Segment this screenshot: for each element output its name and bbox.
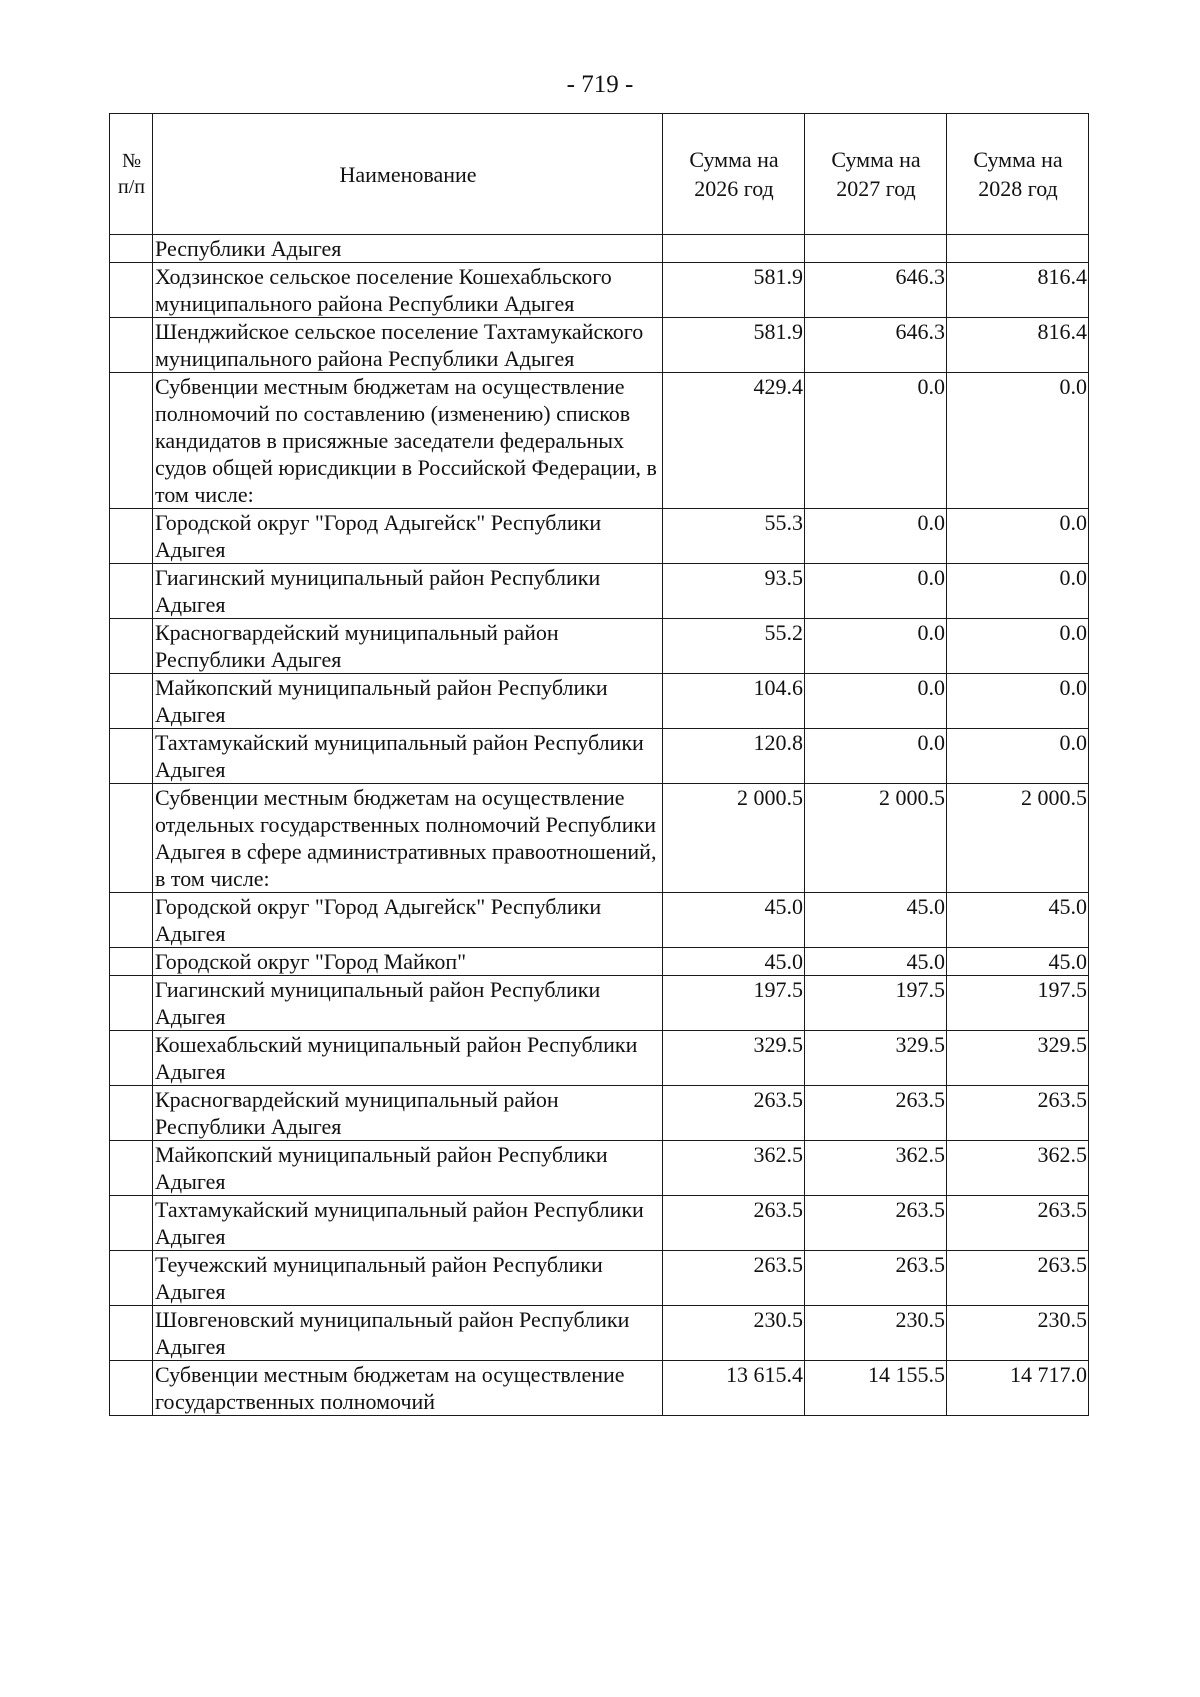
row-number-cell [110,1196,153,1251]
sum-2028-cell: 0.0 [947,509,1089,564]
table-row [110,976,1089,1031]
table-row [110,1251,1089,1306]
row-name-cell: Ходзинское сельское поселение Кошехабльского муниципального района Республики Адыгея [153,263,663,318]
sum-2026-cell: 581.9 [663,263,805,318]
table-row [110,1141,1089,1196]
sum-2026-cell: 45.0 [663,893,805,948]
header-row [110,114,1089,235]
sum-2027-cell: 0.0 [805,509,947,564]
sum-2027-cell: 0.0 [805,564,947,619]
table-row [110,235,1089,263]
table-row [110,318,1089,373]
header-number [110,114,153,235]
row-name-cell: Городской округ "Город Майкоп" [153,948,663,976]
sum-2028-cell: 816.4 [947,263,1089,318]
sum-2028-cell: 197.5 [947,976,1089,1031]
row-number-cell [110,784,153,893]
table-row [110,263,1089,318]
sum-2026-cell: 263.5 [663,1086,805,1141]
table-row [110,509,1089,564]
sum-2028-cell: 0.0 [947,619,1089,674]
row-name-cell: Шенджийское сельское поселение Тахтамукайского муниципального района Республики Адыгея [153,318,663,373]
sum-2027-cell: 329.5 [805,1031,947,1086]
row-name-cell: Субвенции местным бюджетам на осуществление государственных полномочий [153,1361,663,1416]
sum-2028-cell: 329.5 [947,1031,1089,1086]
sum-2026-cell: 45.0 [663,948,805,976]
header-sum-2027 [805,114,947,235]
header-sum-2028 [947,114,1089,235]
sum-2026-cell: 13 615.4 [663,1361,805,1416]
sum-2027-cell: 0.0 [805,373,947,509]
row-number-cell [110,509,153,564]
sum-2027-cell: 646.3 [805,263,947,318]
sum-2028-cell: 0.0 [947,674,1089,729]
row-name-cell: Красногвардейский муниципальный район Республики Адыгея [153,619,663,674]
row-number-cell [110,976,153,1031]
sum-2027-cell: 263.5 [805,1251,947,1306]
sum-2026-cell: 263.5 [663,1251,805,1306]
row-name-cell: Городской округ "Город Адыгейск" Республики Адыгея [153,509,663,564]
table-row [110,1361,1089,1416]
table-row [110,619,1089,674]
sum-2026-cell: 263.5 [663,1196,805,1251]
sum-2027-cell: 14 155.5 [805,1361,947,1416]
row-number-cell [110,729,153,784]
sum-2026-cell: 2 000.5 [663,784,805,893]
sum-2028-cell: 263.5 [947,1251,1089,1306]
sum-2026-cell: 120.8 [663,729,805,784]
sum-2026-cell: 429.4 [663,373,805,509]
sum-2027-cell: 0.0 [805,619,947,674]
row-number-cell [110,263,153,318]
table-row [110,1086,1089,1141]
sum-2028-cell: 230.5 [947,1306,1089,1361]
sum-2028-cell: 45.0 [947,893,1089,948]
sum-2026-cell: 55.2 [663,619,805,674]
row-name-cell: Республики Адыгея [153,235,663,263]
table-row [110,784,1089,893]
table-row [110,674,1089,729]
sum-2028-cell: 0.0 [947,729,1089,784]
sum-2027-cell: 0.0 [805,674,947,729]
sum-2027-cell: 230.5 [805,1306,947,1361]
sum-2026-cell: 230.5 [663,1306,805,1361]
row-number-cell [110,893,153,948]
row-number-cell [110,674,153,729]
header-sum-2026-label: Сумма на 2026 год [689,147,779,201]
row-name-cell: Гиагинский муниципальный район Республики Адыгея [153,564,663,619]
sum-2028-cell: 263.5 [947,1086,1089,1141]
sum-2028-cell: 816.4 [947,318,1089,373]
sum-2027-cell: 0.0 [805,729,947,784]
row-name-cell: Гиагинский муниципальный район Республики Адыгея [153,976,663,1031]
row-number-cell [110,619,153,674]
sum-2028-cell: 0.0 [947,373,1089,509]
table-row [110,373,1089,509]
table-row [110,1306,1089,1361]
row-name-cell: Майкопский муниципальный район Республики Адыгея [153,674,663,729]
sum-2026-cell: 104.6 [663,674,805,729]
sum-2028-cell: 14 717.0 [947,1361,1089,1416]
row-name-cell: Красногвардейский муниципальный район Республики Адыгея [153,1086,663,1141]
sum-2028-cell: 362.5 [947,1141,1089,1196]
sum-2026-cell: 93.5 [663,564,805,619]
row-number-cell [110,1141,153,1196]
sum-2028-cell: 2 000.5 [947,784,1089,893]
row-number-cell [110,564,153,619]
sum-2028-cell: 45.0 [947,948,1089,976]
row-number-cell [110,1031,153,1086]
sum-2027-cell: 362.5 [805,1141,947,1196]
row-number-cell [110,948,153,976]
table-header [110,114,1089,235]
row-name-cell: Кошехабльский муниципальный район Республики Адыгея [153,1031,663,1086]
sum-2027-cell: 263.5 [805,1196,947,1251]
row-number-cell [110,1306,153,1361]
sum-2028-cell [947,235,1089,263]
sum-2027-cell: 2 000.5 [805,784,947,893]
sum-2027-cell: 45.0 [805,948,947,976]
sum-2026-cell: 329.5 [663,1031,805,1086]
row-name-cell: Субвенции местным бюджетам на осуществление полномочий по составлению (изменению) списков кандидатов в присяжные заседатели федеральных судов общей юрисдикции в Российской Федерации, в том числе: [153,373,663,509]
header-number-label: № п/п [118,150,145,198]
sum-2026-cell: 55.3 [663,509,805,564]
table-row [110,1031,1089,1086]
table-row [110,948,1089,976]
header-sum-2026 [663,114,805,235]
table-row [110,729,1089,784]
sum-2026-cell: 362.5 [663,1141,805,1196]
row-number-cell [110,1251,153,1306]
sum-2026-cell [663,235,805,263]
row-name-cell: Шовгеновский муниципальный район Республики Адыгея [153,1306,663,1361]
table-body [110,235,1089,1416]
row-name-cell: Городской округ "Город Адыгейск" Республики Адыгея [153,893,663,948]
header-name-label: Наименование [339,161,477,187]
row-number-cell [110,1086,153,1141]
row-name-cell: Тахтамукайский муниципальный район Республики Адыгея [153,1196,663,1251]
row-name-cell: Майкопский муниципальный район Республики Адыгея [153,1141,663,1196]
sum-2027-cell: 197.5 [805,976,947,1031]
header-sum-2027-label: Сумма на 2027 год [831,147,921,201]
sum-2027-cell: 646.3 [805,318,947,373]
table-row [110,893,1089,948]
row-name-cell: Теучежский муниципальный район Республики Адыгея [153,1251,663,1306]
row-number-cell [110,235,153,263]
sum-2027-cell: 263.5 [805,1086,947,1141]
row-name-cell: Субвенции местным бюджетам на осуществление отдельных государственных полномочий Республики Адыгея в сфере административных правоотношений, в том числе: [153,784,663,893]
sum-2028-cell: 263.5 [947,1196,1089,1251]
sum-2027-cell: 45.0 [805,893,947,948]
row-number-cell [110,1361,153,1416]
page-number: - 719 - [566,71,634,98]
budget-table [109,113,1089,1416]
table-row [110,1196,1089,1251]
sum-2026-cell: 581.9 [663,318,805,373]
row-number-cell [110,373,153,509]
header-sum-2028-label: Сумма на 2028 год [973,147,1063,201]
row-number-cell [110,318,153,373]
sum-2028-cell: 0.0 [947,564,1089,619]
row-name-cell: Тахтамукайский муниципальный район Республики Адыгея [153,729,663,784]
sum-2026-cell: 197.5 [663,976,805,1031]
table-row [110,564,1089,619]
sum-2027-cell [805,235,947,263]
header-name [153,114,663,235]
